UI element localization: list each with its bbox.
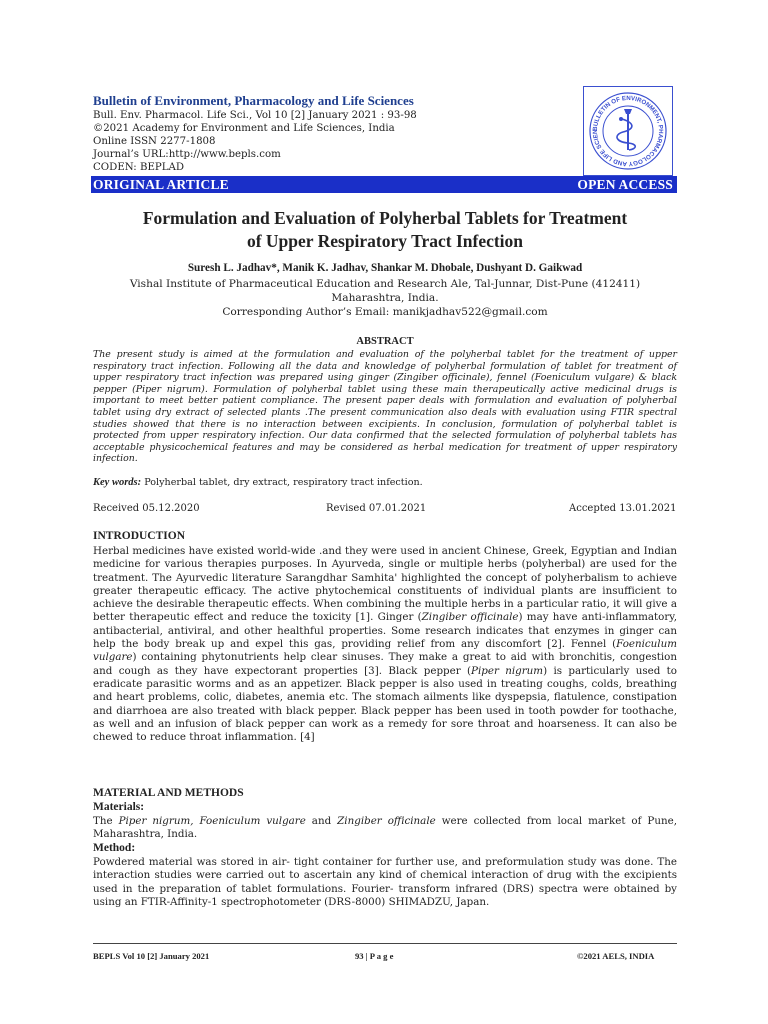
- corresponding-email[interactable]: Corresponding Author’s Email: manikjadhav522@gmail.com: [222, 306, 548, 318]
- date-received: Received 05.12.2020: [93, 503, 200, 514]
- abstract-heading: ABSTRACT: [356, 336, 414, 347]
- article-type-banner: [91, 176, 677, 193]
- title-line-2: of Upper Respiratory Tract Infection: [246, 231, 524, 251]
- methods-heading: MATERIAL AND METHODS: [93, 787, 244, 799]
- footer-volume: BEPLS Vol 10 [2] January 2021: [93, 951, 210, 961]
- introduction-text: Herbal medicines have existed world-wide .and they were used in ancient Chinese, Greek, Egyptian and Indian medicine for various therapies purposes. In Ayurveda, single or multiple herbs (polyherbal) are used for the treatment. The Ayurvedic literature Sarangdhar Samhita' highlighted the concept of polyherbalism to achieve greater therapeutic efficacy. The active phytochemical constituents of individual plants are insufficient to achieve the desirable therapeutic effects. When combining the multiple herbs in a particular ratio, it will give a better therapeutic effect and reduce the toxicity [1]. Ginger (Zingiber officinale) may have anti-inflammatory, antibacterial, antiviral, and other healthful properties. Some research indicates that enzymes in ginger can help the body break up and expel this gas, providing relief from any discomfort [2]. Fennel (Foeniculum vulgare) containing phytonutrients help clear sinuses. They make a great to aid with bronchitis, congestion and cough as they have expectorant properties [3]. Black pepper (Piper nigrum) is particularly used to eradicate parasitic worms and as an appetizer. Black pepper is also used in treating coughs, colds, breathing and heart problems, colic, diabetes, anemia etc. The stomach ailments like dyspepsia, flatulence, constipation and diarrhoea are also treated with black pepper. Black pepper has been used in tooth powder for toothache, as well and an infusion of black pepper can work as a remedy for sore throat and hoarseness. It can also be chewed to reduce throat inflammation. [4]: [93, 545, 677, 744]
- keywords: [93, 477, 677, 488]
- affiliation-line-2: Maharashtra, India.: [331, 292, 439, 304]
- journal-coden: CODEN: BEPLAD: [93, 162, 185, 173]
- keywords-label: Key words:: [93, 477, 142, 488]
- banner-open-access: OPEN ACCESS: [577, 177, 673, 192]
- abstract-text: The present study is aimed at the formulation and evaluation of the polyherbal tablet for the treatment of upper respiratory tract infection. Following all the data and knowledge of polyherbal formulation of tablet for treatment of upper respiratory tract infection was prepared using ginger (Zingiber officinale), fennel (Foeniculum vulgare) & black pepper (Piper nigrum). Formulation of polyherbal tablet using these main therapeutically active medicinal drugs is important to meet better patient compliance. The present paper deals with formulation and evaluation of polyherbal tablet using dry extract of selected plants .The present communication also deals with evaluation using FTIR spectral studies showed that there is no interaction between excipients. In conclusion, formulation of polyherbal tablet is protected from upper respiratory infection. Our data confirmed that the selected formulation of polyherbal tablets has acceptable physicochemical features and may be considered as herbal medication for treatment of upper respiratory infection.: [93, 349, 677, 465]
- footer-page-number: 93 | P a g e: [355, 951, 394, 961]
- journal-logo: [583, 86, 673, 176]
- journal-copyright: ©2021 Academy for Environment and Life Sciences, India: [93, 123, 395, 134]
- title-line-1: Formulation and Evaluation of Polyherbal Tablets for Treatment: [142, 208, 628, 228]
- logo-ring-text: BULLETIN OF ENVIRONMENT, PHARMACOLOGY AND LIFE SCIEN: [591, 94, 665, 168]
- method-heading: Method:: [93, 842, 136, 854]
- materials-heading: Materials:: [93, 801, 145, 813]
- introduction-heading: INTRODUCTION: [93, 530, 186, 542]
- banner-original-article: ORIGINAL ARTICLE: [93, 177, 229, 192]
- date-revised: Revised 07.01.2021: [326, 503, 427, 514]
- journal-url[interactable]: Journal’s URL:http://www.bepls.com: [93, 149, 281, 160]
- footer-divider: [93, 943, 677, 944]
- date-accepted: Accepted 13.01.2021: [569, 503, 677, 514]
- journal-name: Bulletin of Environment, Pharmacology and Life Sciences: [93, 93, 414, 108]
- journal-issn: Online ISSN 2277-1808: [93, 136, 216, 147]
- authors: Suresh L. Jadhav*, Manik K. Jadhav, Shankar M. Dhobale, Dushyant D. Gaikwad: [187, 262, 583, 274]
- method-text: Powdered material was stored in air- tight container for further use, and preformulation study was done. The interaction studies were carried out to ascertain any kind of chemical interaction of drug with the excipients used in the preparation of tablet formulations. Fourier- transform infrared (DRS) spectra were obtained by using an FTIR-Affinity-1 spectrophotometer (DRS-8000) SHIMADZU, Japan.: [93, 856, 677, 908]
- affiliation-line-1: Vishal Institute of Pharmaceutical Education and Research Ale, Tal-Junnar, Dist-Pune (412411): [129, 278, 641, 290]
- footer-copyright: ©2021 AELS, INDIA: [577, 951, 655, 961]
- article-title: [85, 207, 685, 253]
- materials-text: The Piper nigrum, Foeniculum vulgare and Zingiber officinale were collected from local market of Pune, Maharashtra, India.: [93, 815, 677, 841]
- keywords-text: Polyherbal tablet, dry extract, respiratory tract infection.: [144, 477, 423, 488]
- journal-citation: Bull. Env. Pharmacol. Life Sci., Vol 10 [2] January 2021 : 93-98: [93, 110, 417, 121]
